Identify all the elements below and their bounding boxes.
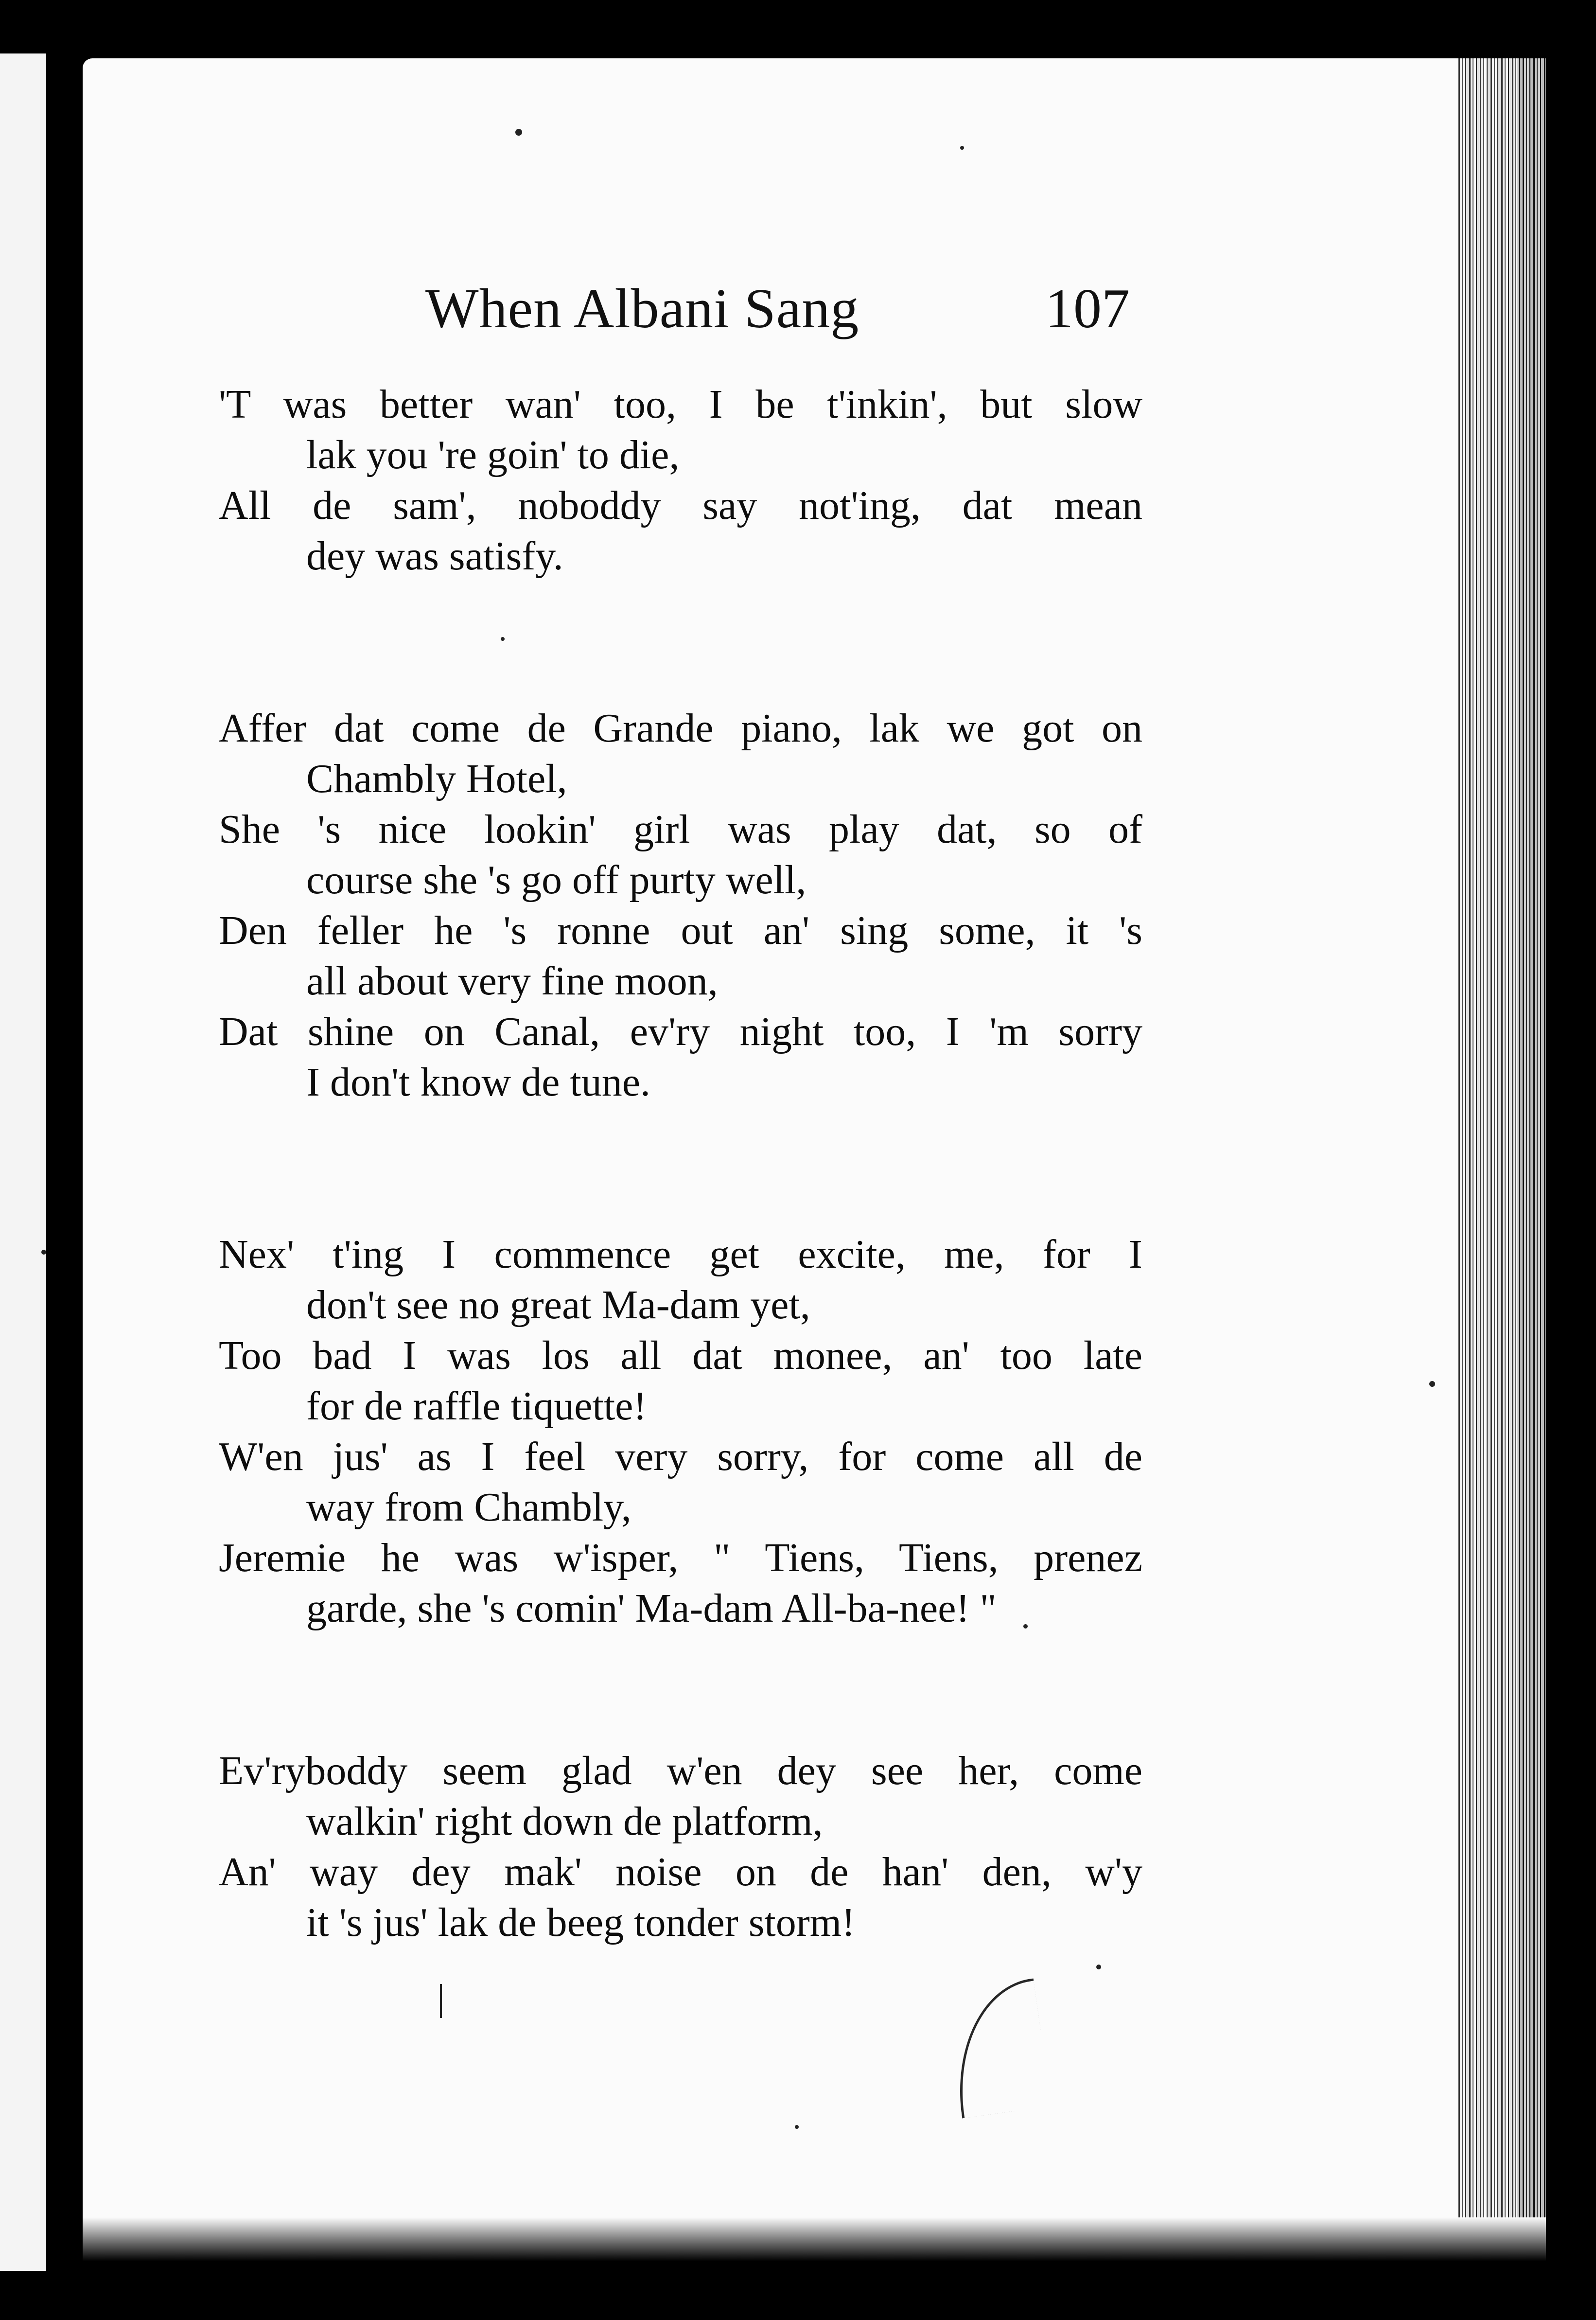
verse-line: Den feller he 's ronne out an' sing some, it 's [219, 908, 1142, 953]
verse-line: All de sam', noboddy say not'ing, dat mean [219, 483, 1142, 528]
verse-line: Ev'ryboddy seem glad w'en dey see her, come [219, 1748, 1142, 1793]
verse-line: An' way dey mak' noise on de han' den, w'y [219, 1849, 1142, 1895]
verse-line-continuation: Chambly Hotel, [306, 756, 567, 801]
verse-line-continuation: course she 's go off purty well, [306, 857, 807, 903]
verse-line: 'T was better wan' too, I be t'inkin', but slow [219, 382, 1142, 427]
verse-line-continuation: it 's jus' lak de beeg tonder storm! [306, 1900, 856, 1945]
scan-speck [795, 2125, 799, 2129]
verse-line-continuation: don't see no great Ma-dam yet, [306, 1282, 810, 1328]
verse-line-continuation: dey was satisfy. [306, 533, 563, 579]
verse-line: Nex' t'ing I commence get excite, me, for I [219, 1232, 1142, 1277]
verse-line: Affer dat come de Grande piano, lak we got on [219, 706, 1142, 751]
scan-speck [960, 146, 964, 150]
verse-line-continuation: all about very fine moon, [306, 958, 718, 1004]
verse-line: W'en jus' as I feel very sorry, for come all de [219, 1434, 1142, 1479]
page-number: 107 [1045, 278, 1130, 340]
verse-line: Too bad I was los all dat monee, an' too late [219, 1333, 1142, 1378]
verse-line-continuation: garde, she 's comin' Ma-dam All-ba-nee! " [306, 1586, 997, 1631]
scan-speck [41, 1250, 46, 1255]
stanza [219, 1229, 1142, 1634]
stanza [219, 1746, 1142, 1948]
verse-line-continuation: for de raffle tiquette! [306, 1383, 647, 1429]
pencil-mark [440, 1984, 442, 2018]
scan-speck [1023, 1624, 1028, 1629]
poem-body [219, 379, 1142, 1948]
stanza [219, 379, 1142, 582]
verse-line-continuation: lak you 're goin' to die, [306, 432, 680, 478]
page-bottom-shadow [83, 2217, 1546, 2261]
verse-line-continuation: walkin' right down de platform, [306, 1799, 823, 1844]
scan-speck [501, 637, 505, 641]
scan-speck [515, 129, 522, 136]
verse-line: Dat shine on Canal, ev'ry night too, I 'm sorry [219, 1009, 1142, 1054]
running-title: When Albani Sang [425, 278, 859, 340]
verse-line: She 's nice lookin' girl was play dat, so of [219, 807, 1142, 852]
verse-line: Jeremie he was w'isper, " Tiens, Tiens, prenez [219, 1535, 1142, 1580]
verse-line-continuation: way from Chambly, [306, 1485, 631, 1530]
scan-speck [1096, 1965, 1101, 1969]
scan-speck [1429, 1381, 1435, 1387]
verse-line-continuation: I don't know de tune. [306, 1060, 651, 1105]
running-head [0, 272, 1596, 345]
facing-page-edge [0, 53, 53, 2271]
page-stack-edge [1458, 58, 1546, 2261]
stanza [219, 703, 1142, 1108]
